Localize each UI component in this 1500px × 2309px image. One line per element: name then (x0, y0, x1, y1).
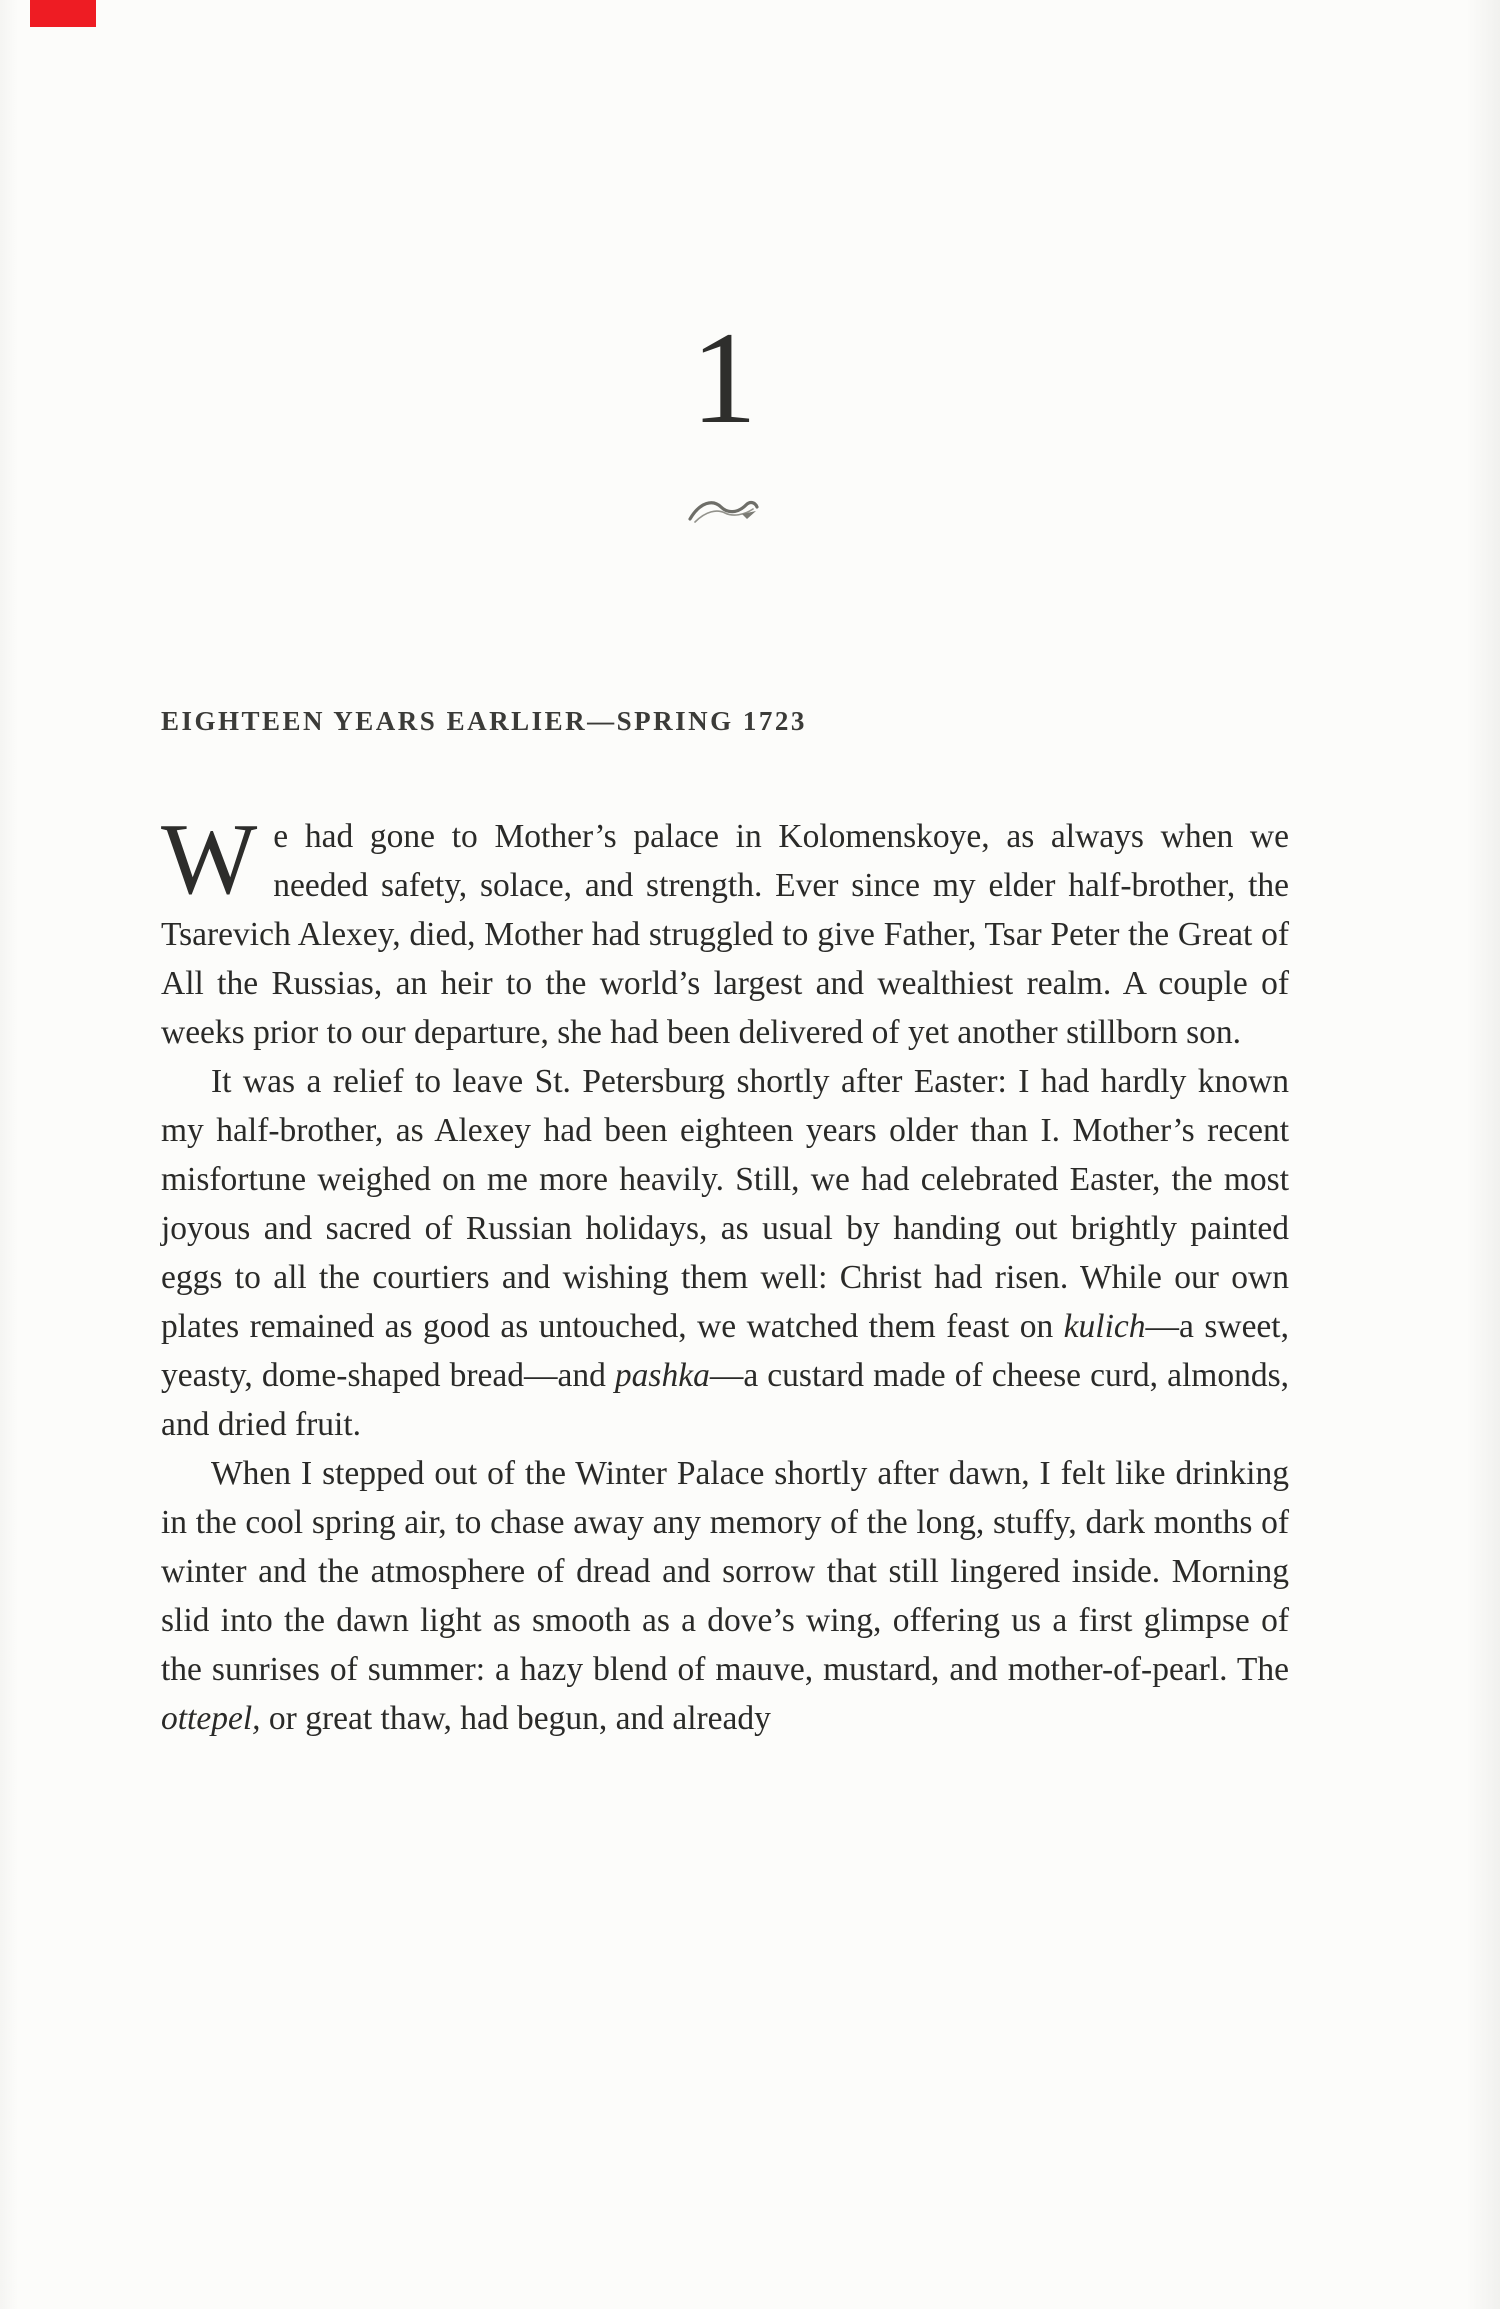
chapter-ornament-icon (160, 492, 1288, 537)
paragraph (161, 803, 1289, 1057)
paragraph (161, 1449, 1289, 1743)
text-run: When I stepped out of the Winter Palace shortly after dawn, I felt like drinking in the cool spring air, to chase away any memory of the long, stuffy, dark months of winter and the atmosphere of dread and sorrow that still lingered inside. Morning slid into the dawn light as smooth as a dove’s wing, offering us a first glimpse of the sunrises of summer: a hazy blend of mauve, mustard, and mother-of-pearl. The (161, 1455, 1289, 1688)
section-heading: EIGHTEEN YEARS EARLIER—SPRING 1723 (161, 706, 807, 736)
chapter-number: 1 (691, 304, 757, 451)
paragraph (161, 1057, 1289, 1449)
italic-text: ottepel, (161, 1700, 261, 1737)
text-run: —a custard made of cheese curd, almonds, and dried fruit. (161, 1357, 1289, 1443)
italic-text: pashka (614, 1357, 710, 1394)
text-run: or great thaw, had begun, and already (260, 1700, 771, 1737)
red-scan-mark (30, 0, 96, 27)
text-run: It was a relief to leave St. Petersburg shortly after Easter: I had hardly known my half-brother, as Alexey had been eighteen years older than I. Mother’s recent misfortune weighed on me more heavily. Still, we had celebrated Easter, the most joyous and sacred of Russian holidays, as usual by handing out brightly painted eggs to all the courtiers and wishing them well: Christ had risen. While our own plates remained as good as untouched, we watched them feast on (161, 1063, 1289, 1345)
drop-cap: W (161, 803, 258, 916)
italic-text: kulich (1063, 1308, 1146, 1345)
text-run: e had gone to Mother’s palace in Kolomenskoye, as always when we needed safety, solace, and strength. Ever since my elder half-brother, the Tsarevich Alexey, died, Mother had struggled to give Father, Tsar Peter the Great of All the Russias, an heir to the world’s largest and wealthiest realm. A couple of weeks prior to our departure, she had been delivered of yet another stillborn son. (161, 818, 1289, 1051)
text-run: —a sweet, yeasty, dome-shaped bread—and (161, 1308, 1289, 1394)
body-text (161, 803, 1289, 1743)
